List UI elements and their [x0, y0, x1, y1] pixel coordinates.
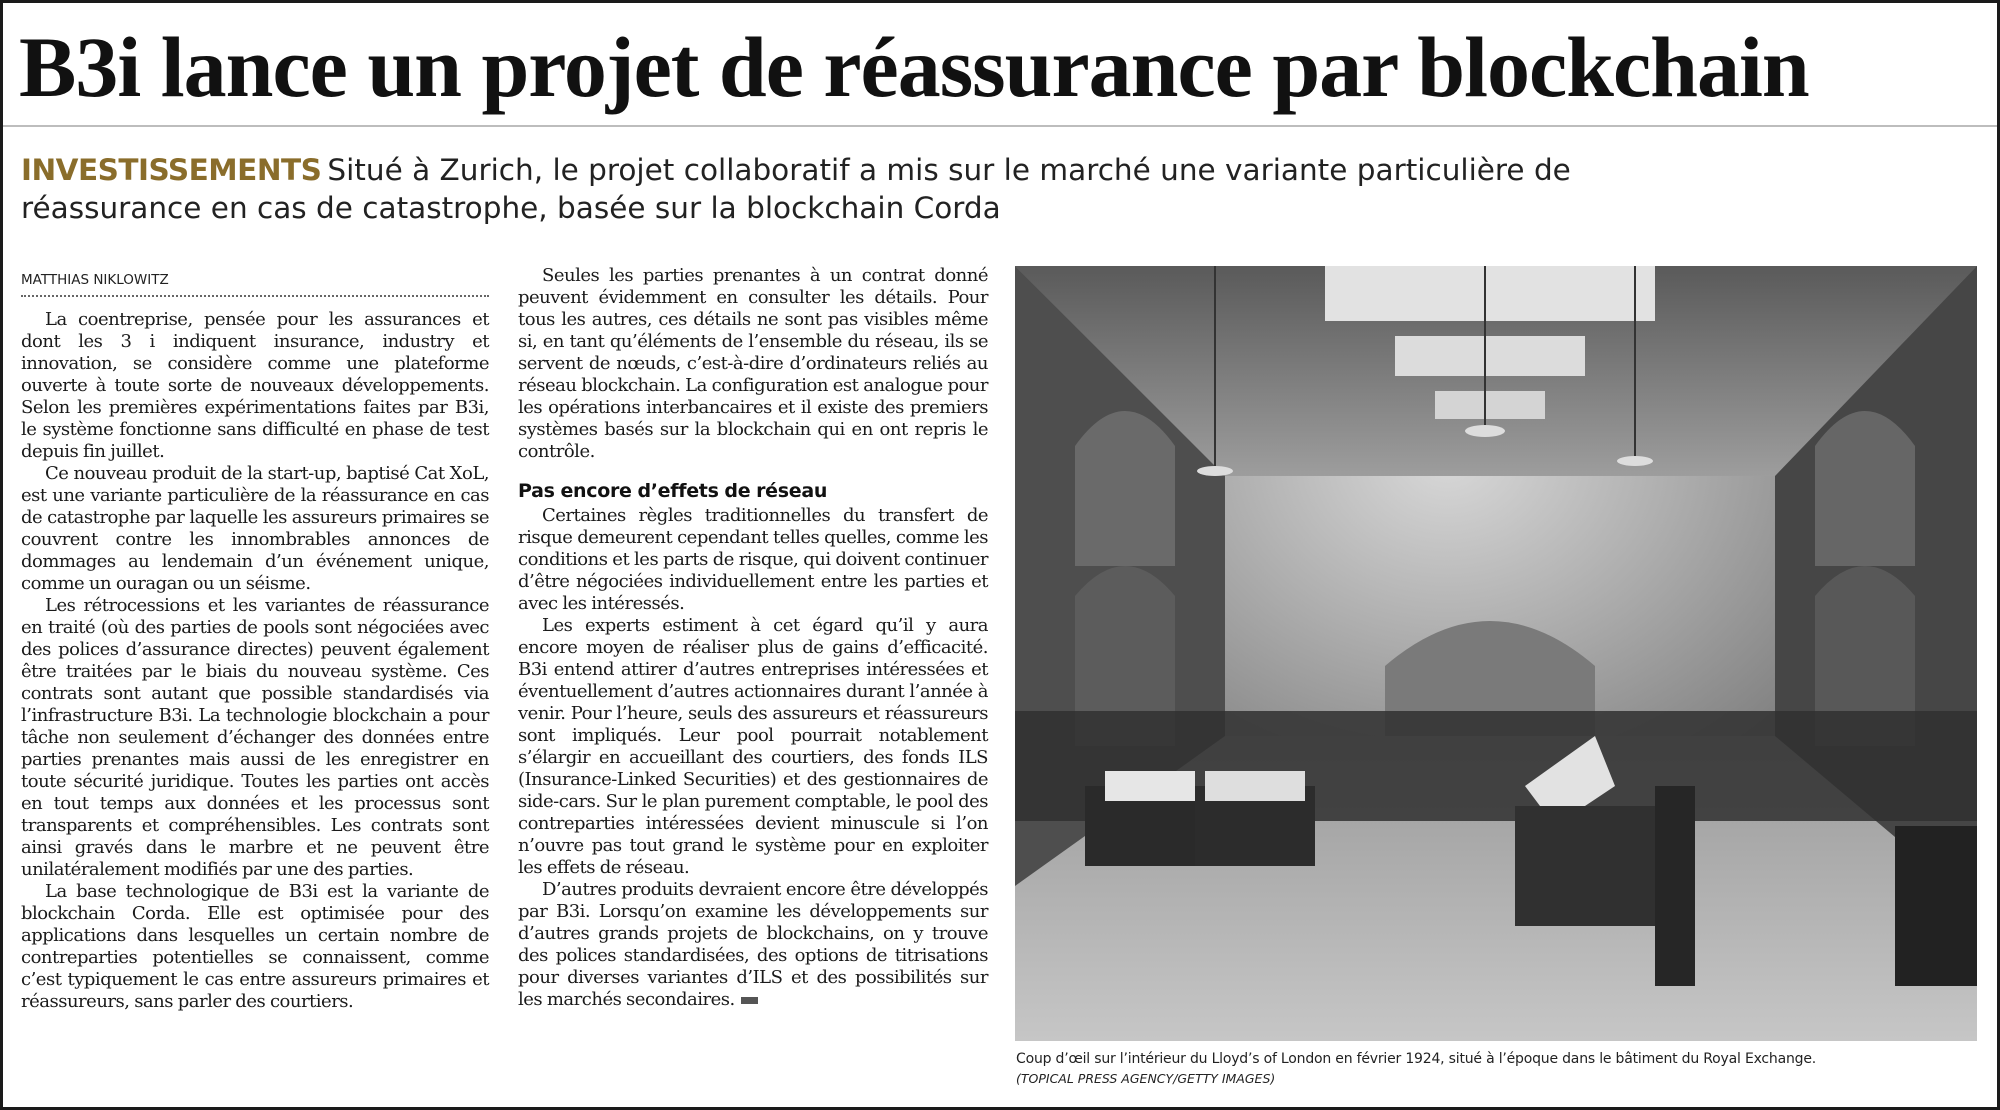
paragraph: Seules les parties prenantes à un contrat donné peuvent évidemment en consulter les détails. Pour tous les autres, ces détails ne sont pas visibles même si, en tant qu’éléments de l’ensemble du réseau, ils se servent de nœuds, c’est-à-dire d’ordinateurs reliés au réseau blockchain. La configuration est analogue pour les opérations interbancaires et il existe des premiers systèmes basés sur la blockchain qui en ont repris le contrôle. — [518, 265, 988, 462]
dek — [21, 151, 1741, 227]
byline: MATTHIAS NIKLOWITZ — [21, 270, 489, 297]
paragraph: Certaines règles traditionnelles du transfert de risque demeurent cependant telles quelles, comme les conditions et les parts de risque, qui doivent continuer d’être négociées individuellement entre les parties et avec les intéressés. — [518, 505, 988, 614]
headline-divider — [3, 125, 1997, 127]
kicker: INVESTISSEMENTS — [21, 153, 322, 187]
paragraph: La base technologique de B3i est la variante de blockchain Corda. Elle est optimisée pour des applications dans lesquelles un certain nombre de contreparties potentielles se connaissent, comme c’est typiquement le cas entre assureurs primaires et réassureurs, sans parler des courtiers. — [21, 881, 489, 1012]
historic-photo-lloyds-interior-icon — [1015, 266, 1977, 1041]
paragraph: Les rétrocessions et les variantes de réassurance en traité (où des parties de pools sont négociées avec des polices d’assurance directes) peuvent également être traitées par le biais du nouveau système. Ces contrats sont autant que possible standardisés via l’infrastructure B3i. La technologie blockchain a pour tâche non seulement d’échanger des données entre parties prenantes mais aussi de les enregistrer en toute sécurité juridique. Toutes les parties ont accès en tout temps aux données et les processus sont transparents et compréhensibles. Les contrats sont ainsi gravés dans le marbre et ne peuvent être unilatéralement modifiés par une des parties. — [21, 595, 489, 880]
end-of-article-mark — [741, 997, 758, 1004]
photo-credit: (TOPICAL PRESS AGENCY/GETTY IMAGES) — [1016, 1071, 1276, 1086]
paragraph: La coentreprise, pensée pour les assurances et dont les 3 i indiquent insurance, industry et innovation, se considère comme une plateforme ouverte à toute sorte de nouveaux développements. Selon les premières expérimentations faites par B3i, le système fonctionne sans difficulté en phase de test depuis fin juillet. — [21, 309, 489, 462]
dek-text: Situé à Zurich, le projet collaboratif a mis sur le marché une variante particulière de réassurance en cas de catastrophe, basée sur la blockchain Corda — [21, 153, 1571, 225]
article-column-2 — [518, 265, 988, 1011]
article-column-1 — [21, 309, 489, 1013]
paragraph: Les experts estiment à cet égard qu’il y aura encore moyen de réaliser plus de gains d’efficacité. B3i entend attirer d’autres entreprises intéressées et éventuellement d’autres actionnaires durant l’année à venir. Pour l’heure, seuls des assureurs et réassureurs sont impliqués. Leur pool pourrait notablement s’élargir en accueillant des courtiers, des fonds ILS (Insurance-Linked Securities) et des gestionnaires de side-cars. Sur le plan purement comptable, le pool des contreparties intéressées devient minuscule si l’on n’ouvre pas tout grand le système pour en exploiter les effets de réseau. — [518, 615, 988, 878]
photo-caption — [1016, 1050, 1976, 1088]
subheading: Pas encore d’effets de réseau — [518, 480, 828, 502]
headline: B3i lance un projet de réassurance par blockchain — [19, 19, 1809, 115]
paragraph-text: D’autres produits devraient encore être développés par B3i. Lorsqu’on examine les développements sur d’autres grands projets de blockchains, on y trouve des polices standardisées, des options de titrisations pour diverses variantes d’ILS et des possibilités sur les marchés secondaires. — [518, 879, 988, 1010]
paragraph — [518, 879, 988, 1011]
caption-text: Coup d’œil sur l’intérieur du Lloyd’s of London en février 1924, situé à l’époque dans le bâtiment du Royal Exchange. — [1016, 1051, 1817, 1067]
paragraph: Ce nouveau produit de la start-up, baptisé Cat XoL, est une variante particulière de la réassurance en cas de catastrophe par laquelle les assureurs primaires se couvrent contre les innombrables annonces de dommages au lendemain d’un événement unique, comme un ouragan ou un séisme. — [21, 463, 489, 594]
